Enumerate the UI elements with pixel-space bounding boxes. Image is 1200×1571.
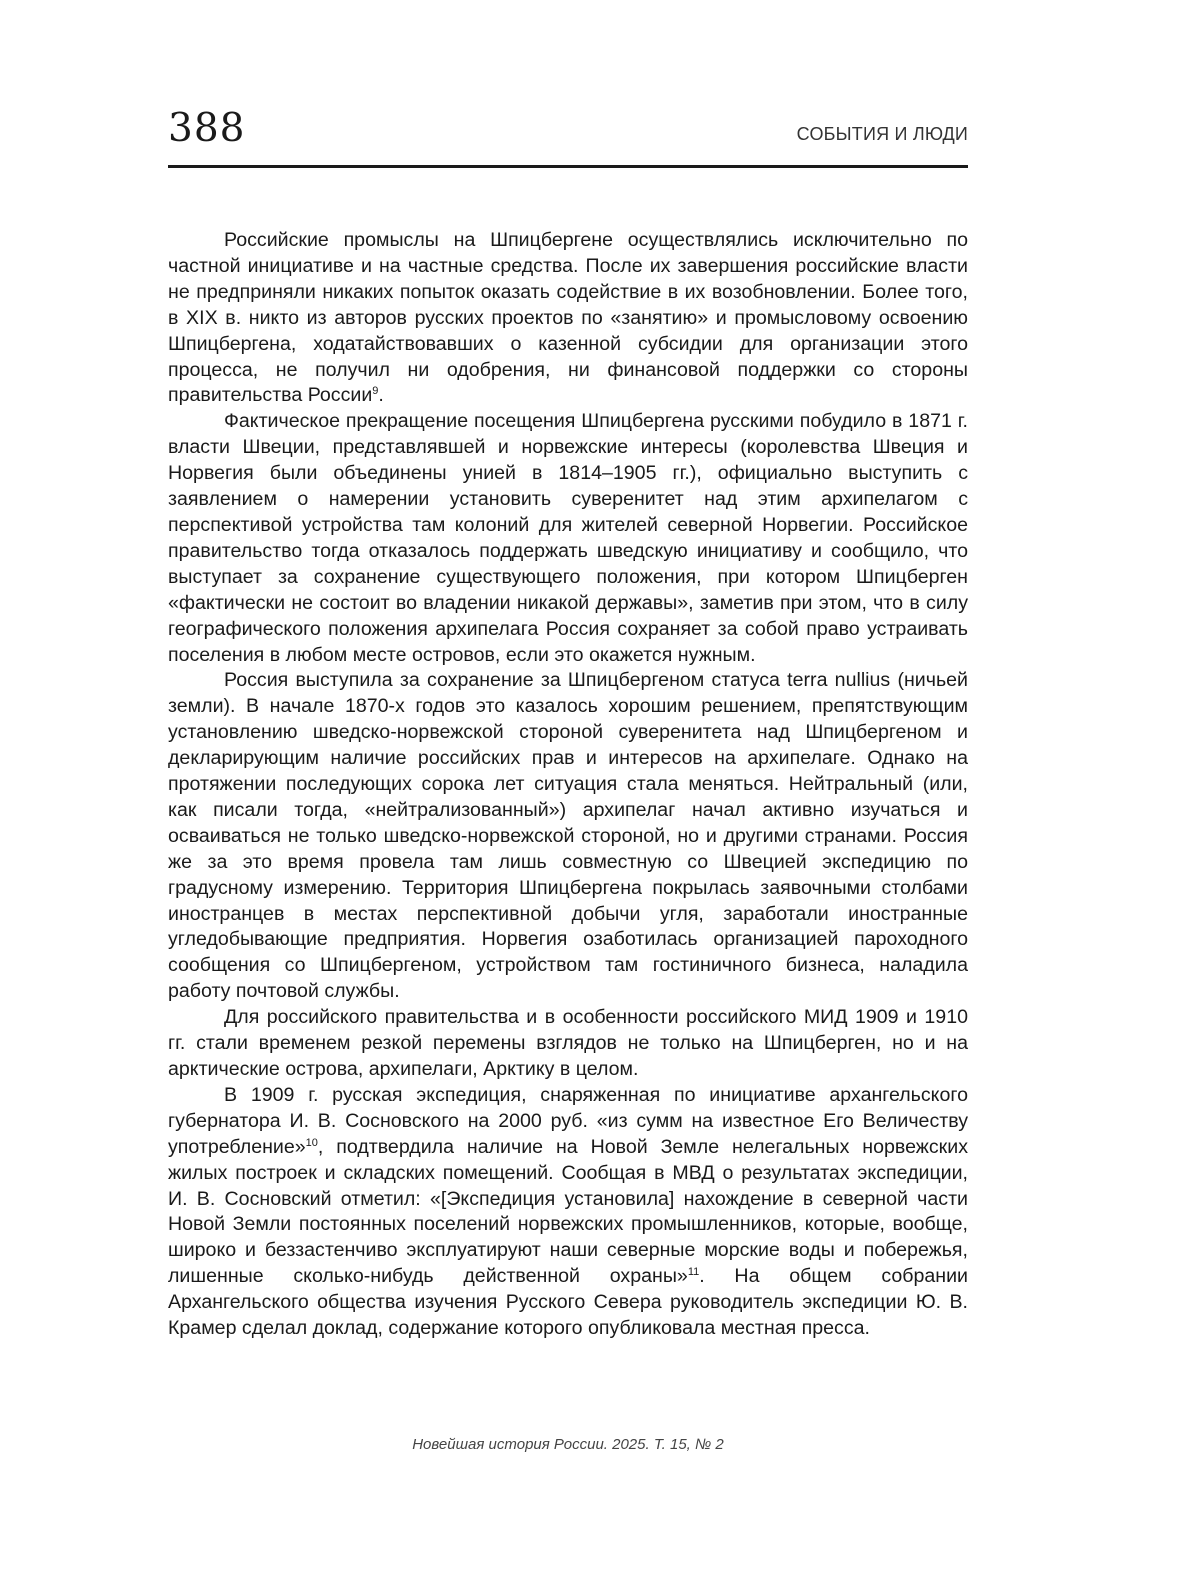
footnote-ref-9[interactable]: 9 — [372, 385, 379, 398]
paragraph-1 — [168, 228, 968, 409]
paragraph-5-text-c: . На общем собрании Архангельского общества изучения Русского Севера руководитель экспедиции Ю. В. Крамер сделал доклад, содержание которого опубликовала местная пресса. — [168, 1265, 968, 1340]
paragraph-3: Россия выступила за сохранение за Шпицбергеном статуса terra nullius (ничьей земли). В начале 1870-х годов это казалось хорошим решением, препятствующим установлению шведско-норвежской стороной суверенитета над Шпицбергеном и декларирующим наличие российских прав и интересов на архипелаге. Однако на протяжении последующих сорока лет ситуация стала меняться. Нейтральный (или, как писали тогда, «нейтрализованный») архипелаг начал активно изучаться и осваиваться не только шведско-норвежской стороной, но и другими странами. Россия же за это время провела там лишь совместную со Швецией экспедицию по градусному измерению. Территория Шпицбергена покрылась заявочными столбами иностранцев в местах перспективной добычи угля, заработали иностранные угледобывающие предприятия. Норвегия озаботилась организацией пароходного сообщения со Шпицбергеном, устройством там гостиничного бизнеса, наладила работу почтовой службы. — [168, 669, 968, 1003]
article-body — [168, 228, 968, 1342]
paragraph-5-text-b: , подтвердила наличие на Новой Земле нелегальных норвежских жилых построек и складских помещений. Сообщая в МВД о результатах экспедиции, И. В. Сосновский отметил: «[Экспедиция установила] нахождение в северной части Новой Земли постоянных поселений норвежских промышленников, которые, вообще, широко и беззастенчиво эксплуатируют наши северные морские воды и побережья, лишенные сколько-нибудь действенной охраны» — [168, 1135, 968, 1288]
paragraph-1-tail: . — [378, 384, 384, 407]
footnote-ref-11[interactable]: 11 — [687, 1266, 700, 1279]
paragraph-5-text-a: В 1909 г. русская экспедиция, снаряженная по инициативе архангельского губернатора И. В. Сосновского на 2000 руб. «из сумм на известное Его Величеству употребление» — [168, 1083, 968, 1158]
paragraph-1-text: Российские промыслы на Шпицбергене осуществлялись исключительно по частной инициативе и на частные средства. После их завершения российские власти не предприняли никаких попыток оказать содействие в их возобновлении. Более того, в XIX в. никто из авторов русских проектов по «занятию» и промысловому освоению Шпицбергена, ходатайствовавших о казенной субсидии для организации этого процесса, не получил ни одобрения, ни финансовой поддержки со стороны правительства России — [168, 229, 968, 407]
paragraph-4: Для российского правительства и в особенности российского МИД 1909 и 1910 гг. стали временем резкой перемены взглядов не только на Шпицберген, но и на арктические острова, архипелаги, Арктику в целом. — [168, 1006, 968, 1080]
footnote-ref-10[interactable]: 10 — [305, 1136, 318, 1149]
running-head: СОБЫТИЯ И ЛЮДИ — [796, 124, 968, 144]
page-number: 388 — [168, 106, 246, 151]
paragraph-5 — [168, 1083, 968, 1342]
paragraph-2: Фактическое прекращение посещения Шпицбергена русскими побудило в 1871 г. власти Швеции, представлявшей и норвежские интересы (королевства Швеция и Норвегия были объединены унией в 1814–1905 гг.), официально выступить с заявлением о намерении установить суверенитет над этим архипелагом с перспективой устройства там колоний для жителей северной Норвегии. Российское правительство тогда отказалось поддержать шведскую инициативу и сообщило, что выступает за сохранение существующего положения, при котором Шпицберген «фактически не состоит во владении никакой державы», заметив при этом, что в силу географического положения архипелага Россия сохраняет за собой право устраивать поселения в любом месте островов, если это окажется нужным. — [168, 410, 968, 666]
header-rule — [168, 165, 968, 168]
journal-footer: Новейшая история России. 2025. Т. 15, № 2 — [412, 1436, 724, 1453]
